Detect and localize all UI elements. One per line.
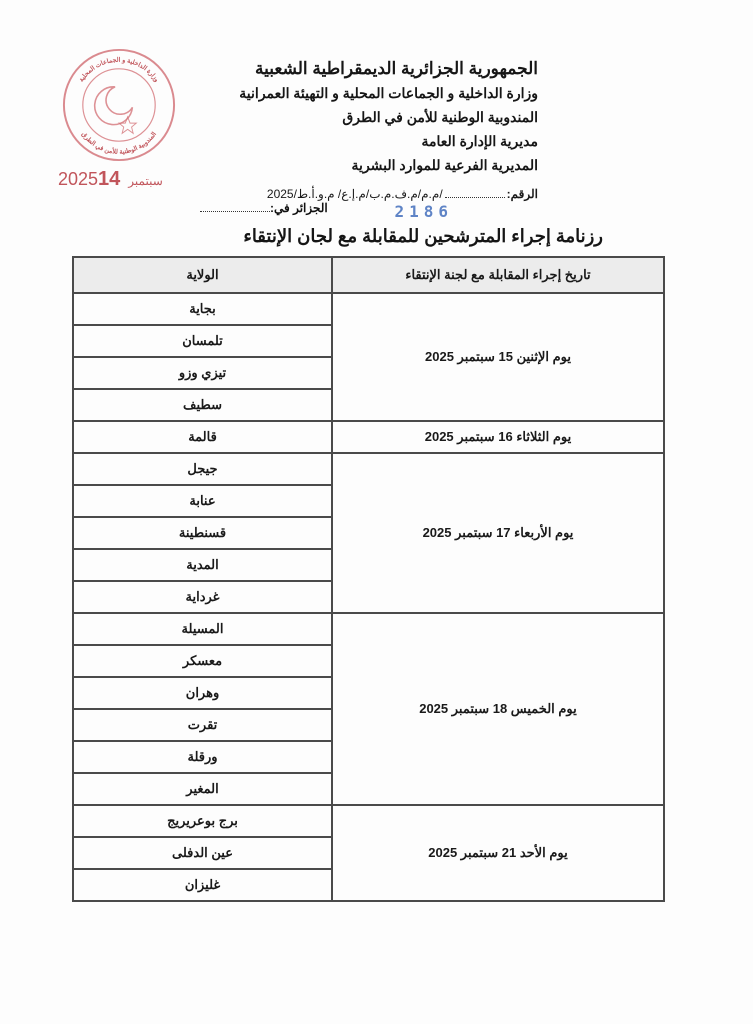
table-row bbox=[73, 421, 664, 453]
wilaya-cell: بجاية bbox=[73, 293, 332, 325]
wilaya-cell: سطيف bbox=[73, 389, 332, 421]
ministry-name: وزارة الداخلية و الجماعات المحلية و التهيئة العمرانية bbox=[239, 85, 538, 101]
date-stamp-day: 14 bbox=[98, 168, 121, 190]
date-stamp-year: 2025 bbox=[58, 169, 99, 189]
interview-date-cell: يوم الخميس 18 سبتمبر 2025 bbox=[332, 613, 664, 805]
wilaya-cell: المسيلة bbox=[73, 613, 332, 645]
city-date-line bbox=[200, 200, 328, 216]
table-row bbox=[73, 293, 664, 325]
republic-name: الجمهورية الجزائرية الديمقراطية الشعبية bbox=[255, 59, 538, 78]
date-stamp-month: سبتمبر bbox=[128, 174, 163, 188]
wilaya-cell: تيزي وزو bbox=[73, 357, 332, 389]
wilaya-cell: تقرت bbox=[73, 709, 332, 741]
serial-number: 2186 bbox=[394, 202, 453, 221]
delegation-name: المندوبية الوطنية للأمن في الطرق bbox=[342, 109, 538, 125]
directorate-name: مديرية الإدارة العامة bbox=[421, 133, 538, 149]
wilaya-cell: عين الدفلى bbox=[73, 837, 332, 869]
wilaya-cell: برج بوعريريج bbox=[73, 805, 332, 837]
wilaya-cell: قالمة bbox=[73, 421, 332, 453]
seal-top-text: وزارة الداخلية و الجماعات المحلية bbox=[78, 56, 160, 84]
wilaya-cell: غرداية bbox=[73, 581, 332, 613]
wilaya-cell: وهران bbox=[73, 677, 332, 709]
column-header-wilaya: الولاية bbox=[73, 257, 332, 293]
interview-date-cell: يوم الثلاثاء 16 سبتمبر 2025 bbox=[332, 421, 664, 453]
reference-dots bbox=[445, 187, 505, 198]
wilaya-cell: جيجل bbox=[73, 453, 332, 485]
interview-date-cell: يوم الأربعاء 17 سبتمبر 2025 bbox=[332, 453, 664, 613]
document-title: رزنامة إجراء المترشحين للمقابلة مع لجان الإنتقاء bbox=[243, 226, 603, 246]
wilaya-cell: معسكر bbox=[73, 645, 332, 677]
seal-outer-text: المندوبية الوطنية للأمن في الطرق bbox=[80, 130, 158, 156]
column-header-date: تاريخ إجراء المقابلة مع لجنة الإنتقاء bbox=[332, 257, 664, 293]
schedule-table bbox=[72, 256, 665, 902]
wilaya-cell: المدية bbox=[73, 549, 332, 581]
official-seal-icon bbox=[60, 46, 178, 164]
sub-directorate-name: المديرية الفرعية للموارد البشرية bbox=[351, 157, 538, 173]
schedule-body bbox=[73, 293, 664, 901]
wilaya-cell: تلمسان bbox=[73, 325, 332, 357]
interview-date-cell: يوم الإثنين 15 سبتمبر 2025 bbox=[332, 293, 664, 421]
reference-code: /م.م/م.ف.م.ب/م.إ.ع/ م.و.أ.ط/2025 bbox=[266, 187, 443, 201]
date-stamp bbox=[58, 168, 171, 192]
reference-label: الرقم: bbox=[506, 187, 538, 201]
wilaya-cell: المغير bbox=[73, 773, 332, 805]
wilaya-cell: عنابة bbox=[73, 485, 332, 517]
table-row bbox=[73, 805, 664, 837]
city-label: الجزائر في: bbox=[270, 201, 328, 215]
wilaya-cell: ورقلة bbox=[73, 741, 332, 773]
interview-date-cell: يوم الأحد 21 سبتمبر 2025 bbox=[332, 805, 664, 901]
wilaya-cell: قسنطينة bbox=[73, 517, 332, 549]
table-row bbox=[73, 613, 664, 645]
table-header-row bbox=[73, 257, 664, 293]
svg-text:وزارة الداخلية و الجماعات المح bbox=[78, 57, 160, 84]
wilaya-cell: غليزان bbox=[73, 869, 332, 901]
city-dots bbox=[200, 201, 270, 212]
table-row bbox=[73, 453, 664, 485]
